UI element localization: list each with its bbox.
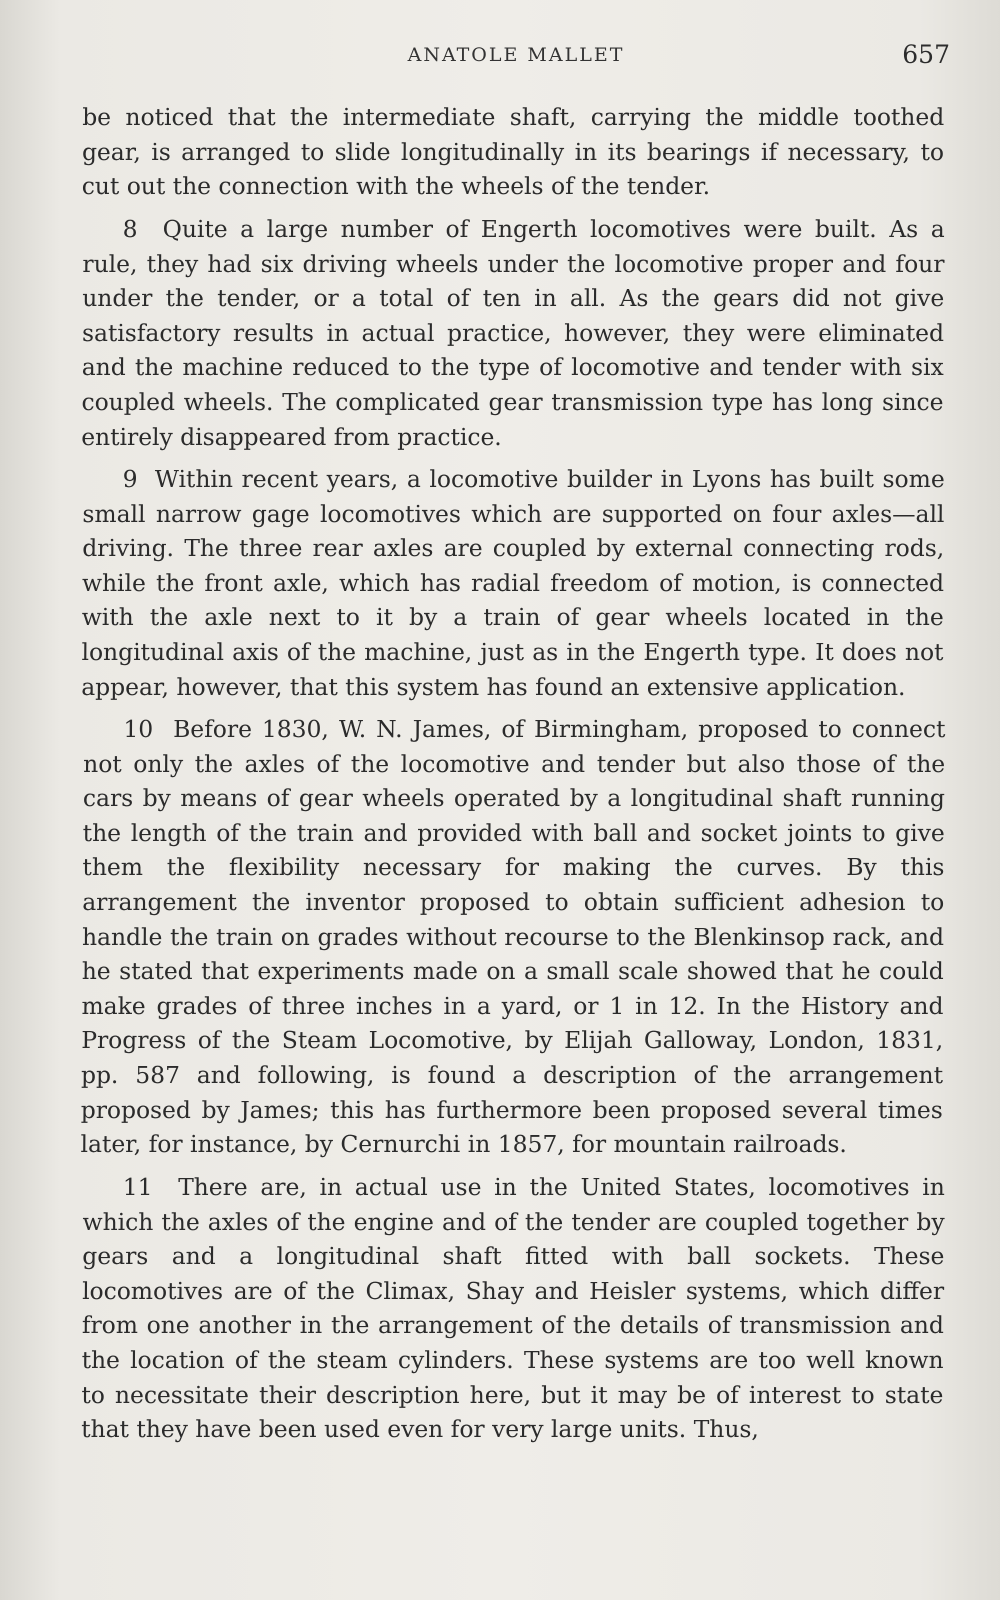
- paragraph-11: [81, 1170, 945, 1447]
- paragraph-text: Before 1830, W. N. James, of Birmingham, proposed to connect not only the axles of the locomotive and tender but also those of the cars by means of gear wheels operated by a longitudinal shaft running the length of the train and provided with ball and socket joints to give them the flexibility necessary for making the curves. By this arrangement the inventor proposed to obtain sufficient adhesion to handle the train on grades without recourse to the Blenkinsop rack, and he stated that experiments made on a small scale showed that he could make grades of three inches in a yard, or 1 in 12. In the History and Progress of the Steam Locomotive, by Elijah Galloway, London, 1831, pp. 587 and following, is found a description of the arrangement proposed by James; this has furthermore been proposed several times later, for instance, by Cernurchi in 1857, for mountain railroads.: [80, 715, 946, 1159]
- paragraph-text: Within recent years, a locomotive builder in Lyons has built some small narrow gage locomotives which are supported on four axles—all driving. The three rear axles are coupled by external connecting rods, while the front axle, which has radial freedom of motion, is connected with the axle next to it by a train of gear wheels located in the longitudinal axis of the machine, just as in the Engerth type. It does not appear, however, that this system has found an extensive application.: [81, 464, 945, 701]
- paragraph-number: 11: [122, 1172, 153, 1201]
- paragraph-text: Quite a large number of Engerth locomotives were built. As a rule, they had six driving wheels under the locomotive proper and four under the tender, or a total of ten in all. As the gears did not give satisfactory results in actual practice, however, they were eliminated and the machine reduced to the type of locomotive and tender with six coupled wheels. The complicated gear transmission type has long since entirely disappeared from practice.: [81, 214, 945, 451]
- paragraph-9: [81, 462, 945, 704]
- paragraph-8: [81, 212, 945, 454]
- running-head: [82, 40, 950, 76]
- paragraph-number: 9: [122, 464, 138, 493]
- paragraph-text: There are, in actual use in the United States, locomotives in which the axles of the engine and of the tender are coupled together by gears and a longitudinal shaft fitted with ball sockets. These locomotives are of the Climax, Shay and Heisler systems, which differ from one another in the arrangement of the details of transmission and the location of the steam cylinders. These systems are too well known to necessitate their description here, but it may be of interest to state that they have been used even for very large units. Thus,: [81, 1172, 945, 1443]
- paragraph-continued: [82, 100, 945, 204]
- body-text: [82, 100, 944, 1455]
- paragraph-10: [80, 712, 945, 1162]
- paragraph-number: 8: [122, 214, 138, 243]
- paragraph-text: be noticed that the intermediate shaft, carrying the middle toothed gear, is arranged to slide longitudinally in its bearings if necessary, to cut out the connection with the wheels of the tender.: [81, 103, 945, 201]
- page-number: 657: [902, 40, 950, 69]
- running-title: ANATOLE MALLET: [407, 44, 625, 66]
- paragraph-number: 10: [123, 715, 154, 744]
